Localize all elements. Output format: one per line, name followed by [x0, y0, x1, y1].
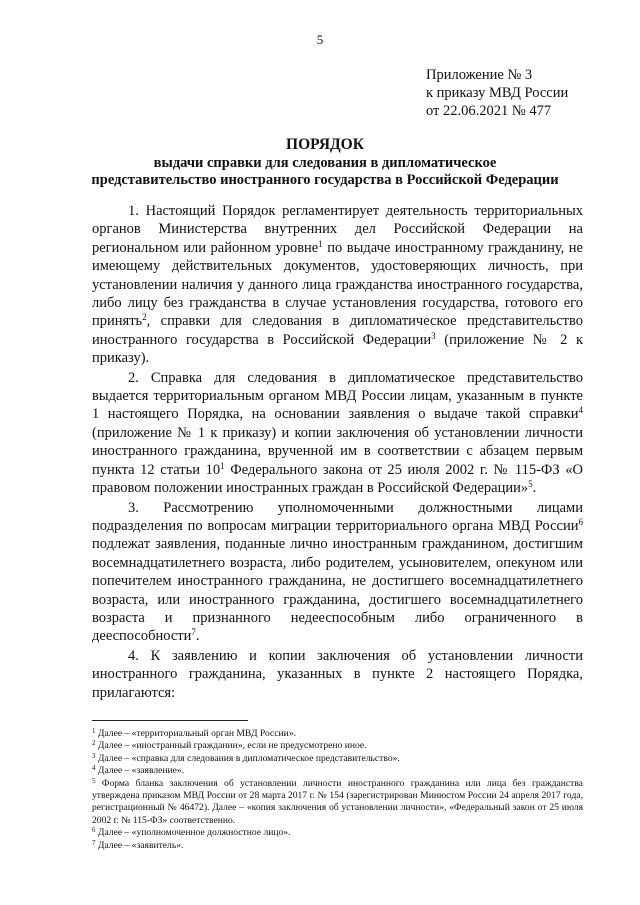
- paragraph-2-text-c: Федерального закона от 25 июля 2002 г. № 115-ФЗ «О правовом положении иностранных граждан в Российской Федерации»: [92, 461, 583, 497]
- footnote: [92, 765, 583, 777]
- footnotes: [92, 728, 583, 852]
- title-line-2: выдачи справки для следования в дипломатическое: [153, 155, 497, 171]
- footnote: [92, 753, 583, 765]
- document-body: [92, 202, 583, 702]
- footnote-ref-4: 4: [578, 405, 583, 416]
- paragraph-2: [92, 369, 583, 498]
- paragraph-1-text-c: , справки для следования в дипломатическое представительство иностранного государства в Российской Федерации: [92, 313, 583, 348]
- footnote-ref-5: 5: [528, 479, 533, 490]
- footnote-number: 2: [92, 739, 96, 748]
- paragraph-4: [92, 647, 583, 702]
- footnote-ref-1: 1: [318, 238, 323, 249]
- footnote-text: Далее – «заявитель».: [95, 839, 184, 851]
- footnote-number: 6: [92, 826, 96, 835]
- footnote-ref-3: 3: [431, 330, 436, 341]
- footnote-text: Далее – «справка для следования в дипломатическое представительство».: [95, 752, 400, 764]
- appendix-line-2: к приказу МВД России: [426, 85, 569, 101]
- paragraph-2-text-d: .: [532, 480, 537, 497]
- paragraph-3: [92, 499, 583, 646]
- footnote-number: 4: [92, 764, 96, 773]
- paragraph-4-text-a: 4. К заявлению и копии заключения об установлении личности иностранного гражданина, указанных в пункте 2 настоящего Порядка, прилагаются:: [92, 647, 583, 701]
- paragraph-1: [92, 202, 583, 368]
- title-line-3: представительство иностранного государства в Российской Федерации: [91, 172, 559, 188]
- footnote: [92, 827, 583, 839]
- paragraph-2-text-a: 2. Справка для следования в дипломатическое представительство выдается территориальным органом МВД России лицам, указанным в пункте 1 настоящего Порядка, на основании заявления о выдаче такой справки: [92, 369, 583, 423]
- paragraph-1-text-d: (приложение № 2 к приказу).: [92, 331, 583, 367]
- page-number: 5: [316, 32, 324, 47]
- footnote-text: Далее – «иностранный гражданин», если не предусмотрено иное.: [95, 740, 367, 752]
- paragraph-3-text-a: 3. Рассмотрению уполномоченными должностными лицами подразделения по вопросам миграции территориального органа МВД России: [92, 499, 583, 534]
- appendix-header: [426, 66, 568, 120]
- paragraph-3-text-c: .: [195, 628, 200, 645]
- paragraph-1-text-b: по выдаче иностранному гражданину, не имеющему действительных документов, удостоверяющих личность, при установлении наличия у данного лица гражданства иностранного государства, либо лицу без гражданства в случае установления государства, готового его принять: [92, 239, 583, 330]
- footnote-number: 7: [92, 838, 96, 847]
- footnote-text: Далее – «заявление».: [95, 765, 185, 777]
- footnote-ref-2: 2: [142, 312, 147, 323]
- footnote-text: Форма бланка заключения об установлении личности иностранного гражданина или лица без гражданства утверждена приказом МВД России от 28 марта 2017 г. № 154 (зарегистрирован Минюстом России 24 апреля 2017 года, регистрационный № 46472). Далее – «копия заключения об установлении личности», «Федеральный закон от 25 июля 2002 г. № 115-ФЗ» соответственно.: [92, 777, 583, 826]
- footnote-ref-7: 7: [191, 627, 196, 638]
- footnote: [92, 778, 583, 828]
- footnote-number: 3: [92, 751, 96, 760]
- footnote: [92, 728, 583, 740]
- footnote-separator: [92, 720, 248, 721]
- appendix-line-1: Приложение № 3: [426, 67, 533, 83]
- footnote-ref-6: 6: [578, 516, 583, 527]
- footnote: [92, 840, 583, 852]
- appendix-line-3: от 22.06.2021 № 477: [426, 103, 552, 119]
- footnote-text: Далее – «территориальный орган МВД России».: [95, 728, 297, 739]
- paragraph-2-text-b: (приложение № 1 к приказу) и копии заключения об установлении личности иностранного гражданина, врученной им в соответствии с абзацем первым пункта 12 статьи 10: [92, 424, 583, 478]
- paragraph-1-text-a: 1. Настоящий Порядок регламентирует деятельность территориальных органов Министерства внутренних дел Российской Федерации на региональном или районном уровне: [92, 203, 583, 256]
- footnote: [92, 740, 583, 752]
- paragraph-3-text-b: подлежат заявления, поданные лично иностранным гражданином, достигшим восемнадцатилетнего возраста, либо родителем, усыновителем, опекуном или попечителем иностранного гражданина, не достигшего восемнадцатилетнего возраста, или иностранного гражданина, достигшего восемнадцатилетнего возраста и признанного недееспособным либо ограниченного в дееспособности: [92, 536, 583, 645]
- title-main: ПОРЯДОК: [286, 136, 364, 153]
- document-title: [80, 136, 570, 189]
- footnote-number: 5: [92, 776, 96, 785]
- footnote-text: Далее – «уполномоченное должностное лицо».: [95, 827, 291, 839]
- article-superscript: 1: [220, 460, 225, 471]
- footnote-number: 1: [92, 727, 96, 735]
